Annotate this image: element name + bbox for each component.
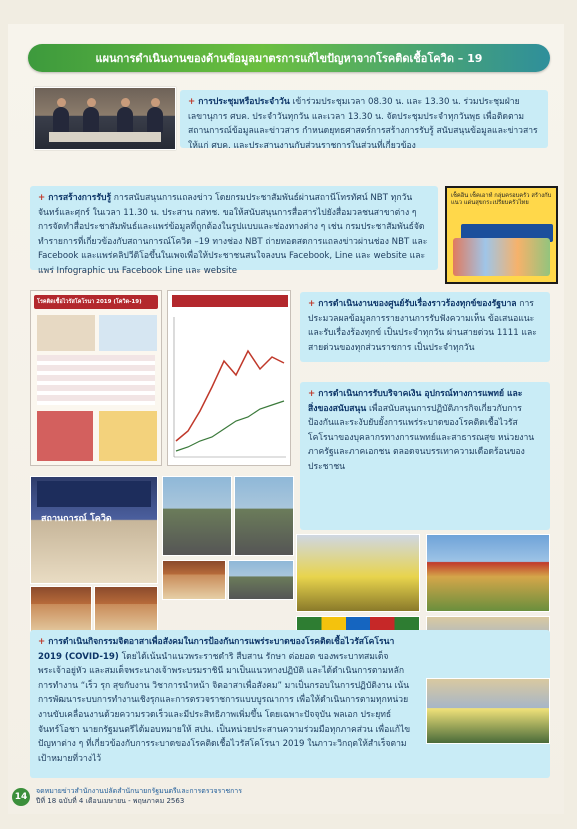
section-meeting: + การประชุมหรือประจำวัน เข้าร่วมประชุมเวลา 08.30 น. และ 13.30 น. ร่วมประชุมฝ่ายเลขานุการ ศบค. ประจำวันทุกวัน และเวลา 13.30 น. จัดประชุมประจำทุกวันพุธ เพื่อติดตามสถานการณ์ข้อมูลและข่าวสาร กำหนดยุทธศาสตร์การสร้างการรับรู้ สนับสนุนข้อมูลและข่าวสารให้แก่ ศบค. และประสานงานกับส่วนราชการในส่วนที่เกี่ยวข้อง <box>180 90 548 148</box>
section-complaints: + การดำเนินงานของศูนย์รับเรื่องราวร้องทุกข์ของรัฐบาล การประมวลผลข้อมูลการรายงานการรับฟังความเห็น ข้อเสนอแนะและรับเรื่องร้องทุกข์ เป็นประจำทุกวัน ผ่านสายด่วน 1111 และสายด่วนของทุกส่วนราชการ เป็นประจำทุกวัน <box>300 292 550 362</box>
meeting-photo <box>34 87 176 150</box>
footer-line-1: จดหมายข่าวสำนักงานปลัดสำนักนายกรัฐมนตรีและการตรวจราชการ <box>36 787 243 795</box>
covid-trend-chart <box>167 290 291 466</box>
section-meeting-heading: การประชุมหรือประจำวัน <box>198 97 290 107</box>
section-volunteer-body: โดยได้เน้นนำแนวพระราชดำริ สืบสาน รักษา ต่อยอด ของพระบาทสมเด็จพระเจ้าอยู่หัว และสมเด็จพระนางเจ้าพระบรมราชินี มาเป็นแนวทางปฏิบัติ และได้ดำเนินการตามหลักการทำงาน “เร็ว รุก สุขกับงาน วิชาการนำหน้า จิตอาสาเพื่อสังคม” มาเป็นกรอบในการปฏิบัติงาน เน้นการพัฒนาระบบการทำงานเชิงรุกและการตรวจราชการแบบบูรณาการ เพื่อให้ดำเนินการตามทุกหน่วยงานขับเคลื่อนงานด้วยความรวดเร็วและมีประสิทธิภาพเพิ่มขึ้น โดยเฉพาะปัจจุบัน พลเอก ประยุทธ์ จันทร์โอชา นายกรัฐมนตรีได้มอบหมายให้ สปน. เป็นหน่วยประสานความร่วมมือทุกภาคส่วน เพื่อแก้ไขปัญหาต่าง ๆ ที่เกี่ยวข้องกับการระบาดของโรคติดเชื้อไวรัสโคโรนา 2019 ในภาวะวิกฤตให้สำเร็จตามเป้าหมายที่วางไว้ <box>38 651 411 764</box>
section-meeting-body: เข้าร่วมประชุมเวลา 08.30 น. และ 13.30 น. ร่วมประชุมฝ่ายเลขานุการ ศบค. ประจำวันทุกวัน และเวลา 13.30 น. จัดประชุมประจำทุกวันพุธ เพื่อติดตามสถานการณ์ข้อมูลและข่าวสาร กำหนดยุทธศาสตร์การสร้างการรับรู้ สนับสนุนข้อมูลและข่าวสารให้แก่ ศบค. และประสานงานกับส่วนราชการในส่วนที่เกี่ยวข้อง <box>188 97 538 151</box>
covid-infographic <box>30 290 162 466</box>
donation-photo-4 <box>228 560 294 600</box>
donation-photo-mask <box>162 476 232 556</box>
section-donations-heading: การดำเนินการรับบริจาคเงิน อุปกรณ์ทางการแพทย์ และสิ่งของสนับสนุน <box>308 389 523 414</box>
footer-line-2: ปีที่ 18 ฉบับที่ 4 เดือนเมษายน - พฤษภาคม 2563 <box>36 797 185 805</box>
donation-photo-3 <box>162 560 226 600</box>
press-conference-photo <box>30 476 158 584</box>
section-complaints-body: การประมวลผลข้อมูลการรายงานการรับฟังความเห็น ข้อเสนอแนะและรับเรื่องร้องทุกข์ เป็นประจำทุกวัน ผ่านสายด่วน 1111 และสายด่วนของทุกส่วนราชการ เป็นประจำทุกวัน <box>308 299 537 353</box>
section-awareness-heading: การสร้างการรับรู้ <box>48 193 112 203</box>
section-volunteer: + การดำเนินกิจกรรมจิตอาสาเพื่อสังคมในการป้องกันการแพร่ระบาดของโรคติดเชื้อไวรัสโคโรนา 2019 (COVID-19) โดยได้เน้นนำแนวพระราชดำริ สืบสาน รักษา ต่อยอด ของพระบาทสมเด็จพระเจ้าอยู่หัว และสมเด็จพระนางเจ้าพระบรมราชินี มาเป็นแนวทางปฏิบัติ และได้ดำเนินการตามหลักการทำงาน “เร็ว รุก สุขกับงาน วิชาการนำหน้า จิตอาสาเพื่อสังคม” มาเป็นกรอบในการปฏิบัติงาน เน้นการพัฒนาระบบการทำงานเชิงรุกและการตรวจราชการแบบบูรณาการ เพื่อให้ดำเนินการตามทุกหน่วยงานขับเคลื่อนงานด้วยความรวดเร็วและมีประสิทธิภาพเพิ่มขึ้น โดยเฉพาะปัจจุบัน พลเอก ประยุทธ์ จันทร์โอชา นายกรัฐมนตรีได้มอบหมายให้ สปน. เป็นหน่วยประสานความร่วมมือทุกภาคส่วน เพื่อแก้ไขปัญหาต่าง ๆ ที่เกี่ยวข้องกับการระบาดของโรคติดเชื้อไวรัสโคโรนา 2019 ในภาวะวิกฤตให้สำเร็จตามเป้าหมายที่วางไว้ <box>30 630 550 778</box>
donation-photo-officials <box>234 476 294 556</box>
thai-chana-poster <box>445 186 558 284</box>
page-number: 14 <box>12 788 30 806</box>
press-banner-text: สถานการณ์ โควิด <box>41 514 112 524</box>
trend-chart-svg <box>168 291 292 467</box>
section-donations: + การดำเนินการรับบริจาคเงิน อุปกรณ์ทางการแพทย์ และสิ่งของสนับสนุน เพื่อสนับสนุนการปฏิบัติภารกิจเกี่ยวกับการป้องกันและระงับยับยั้งการแพร่ระบาดของโรคติดเชื้อไวรัสโคโรนาของบุคลากรทางการแพทย์และสาธารณสุข หน่วยงานภาครัฐและภาคเอกชน ตลอดจนบรรเทาความเดือดร้อนของประชาชน <box>300 382 550 530</box>
section-awareness: + การสร้างการรับรู้ การสนับสนุนการแถลงข่าว โดยกรมประชาสัมพันธ์ผ่านสถานีโทรทัศน์ NBT ทุกวันจันทร์และศุกร์ ในเวลา 11.30 น. ประสาน กสทช. ขอให้สนับสนุนการสื่อสารไปยังสื่อมวลชนสาขาต่าง ๆ การจัดทำสื่อประชาสัมพันธ์และแพร่ข้อมูลที่ถูกต้องในรูปแบบและช่องทางต่าง ๆ เช่น กรมประชาสัมพันธ์จัดทำรายการที่เกี่ยวข้องกับสถานการณ์โควิด –19 ทางช่อง NBT ถ่ายทอดสดการแถลงข่าวผ่านช่อง NBT และ Facebook และแพร่คลิปวีดิโอขึ้นในเพจเพื่อให้ประชาชนสนใจลงบน Facebook, Line และ website และแพร่ Infographic บน Facebook Line และ website <box>30 186 438 270</box>
volunteer-photo-1 <box>296 534 420 612</box>
section-complaints-heading: การดำเนินงานของศูนย์รับเรื่องราวร้องทุกข์ของรัฐบาล <box>318 299 517 309</box>
section-donations-body: เพื่อสนับสนุนการปฏิบัติภารกิจเกี่ยวกับการป้องกันและระงับยับยั้งการแพร่ระบาดของโรคติดเชื้อไวรัสโคโรนาของบุคลากรทางการแพทย์และสาธารณสุข หน่วยงานภาครัฐและภาคเอกชน ตลอดจนบรรเทาความเดือดร้อนของประชาชน <box>308 403 535 472</box>
poster-family-image <box>453 238 550 276</box>
infographic-title: โรคติดเชื้อไวรัสโคโรนา 2019 (โควิด-19) <box>37 299 142 305</box>
page-banner <box>28 44 550 72</box>
donation-hall-photo-2 <box>94 586 158 636</box>
footer <box>36 786 242 806</box>
temple-photo <box>426 534 550 612</box>
donation-hall-photo-1 <box>30 586 92 636</box>
section-awareness-body: การสนับสนุนการแถลงข่าว โดยกรมประชาสัมพันธ์ผ่านสถานีโทรทัศน์ NBT ทุกวันจันทร์และศุกร์ ในเวลา 11.30 น. ประสาน กสทช. ขอให้สนับสนุนการสื่อสารไปยังสื่อมวลชนสาขาต่าง ๆ การจัดทำสื่อประชาสัมพันธ์และแพร่ข้อมูลที่ถูกต้องในรูปแบบและช่องทางต่าง ๆ เช่น กรมประชาสัมพันธ์จัดทำรายการที่เกี่ยวข้องกับสถานการณ์โควิด –19 ทางช่อง NBT ถ่ายทอดสดการแถลงข่าวผ่านช่อง NBT และ Facebook และแพร่คลิปวีดิโอขึ้นในเพจเพื่อให้ประชาชนสนใจลงบน Facebook, Line และ website และแพร่ Infographic บน Facebook Line และ website <box>38 193 428 276</box>
poster-text: เช็คอิน เช็คเอาท์ กลุ่มครอบครัว สร้างกับแนว แด่นสุขกระเปรียบครัวไทย <box>451 193 552 206</box>
volunteer-photo-3 <box>426 678 550 744</box>
section-volunteer-heading: การดำเนินกิจกรรมจิตอาสาเพื่อสังคมในการป้องกันการแพร่ระบาดของโรคติดเชื้อไวรัสโคโรนา 2019 (COVID-19) <box>38 637 395 662</box>
banner-title: แผนการดำเนินงานของด้านข้อมูลมาตรการแก้ไขปัญหาจากโรคติดเชื้อโควิด – 19 <box>95 52 483 65</box>
